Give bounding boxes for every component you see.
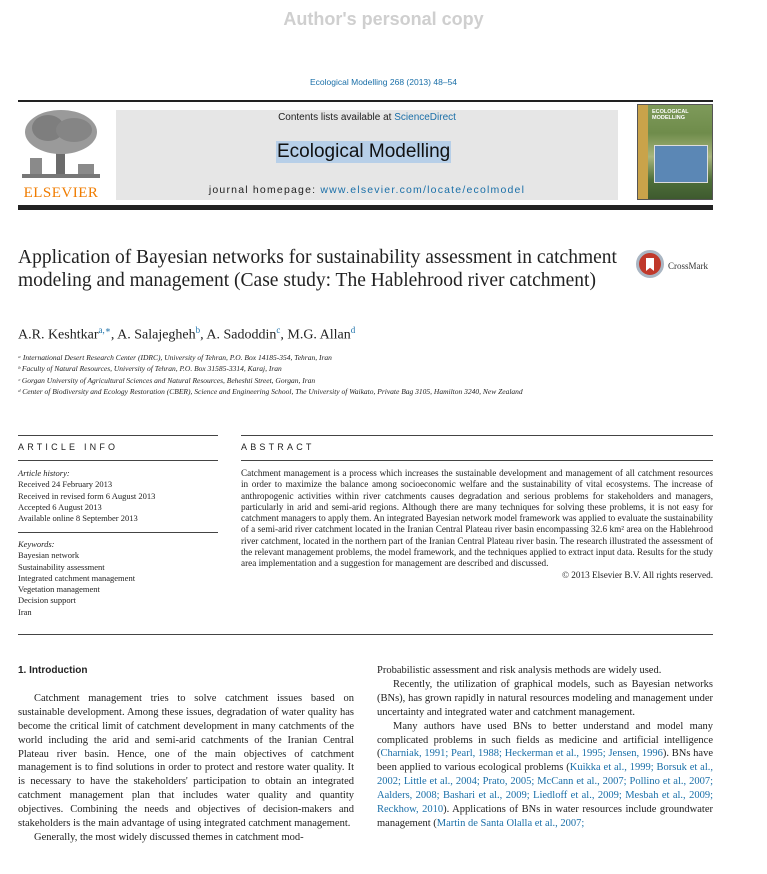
journal-citation[interactable]: Ecological Modelling 268 (2013) 48–54 — [310, 77, 457, 87]
article-info-heading: ARTICLE INFO — [18, 442, 119, 452]
article-info-top-rule — [18, 435, 218, 436]
keywords-label: Keywords: — [18, 539, 55, 549]
cover-title: ECOLOGICAL MODELLING — [652, 109, 689, 121]
journal-homepage — [116, 184, 618, 196]
affiliation-item: ᵃ International Desert Research Center (IDRC), University of Tehran, P.O. Box 14185-354, Tehran, Iran — [18, 353, 332, 362]
author-name[interactable]: A. Sadoddin — [206, 327, 277, 343]
author-affil-mark[interactable]: d — [350, 325, 356, 335]
keywords — [18, 539, 218, 618]
contents-prefix: Contents lists available at — [278, 112, 395, 123]
homepage-prefix: journal homepage: — [208, 184, 321, 196]
history-item: Available online 8 September 2013 — [18, 513, 138, 524]
author-affil-mark[interactable]: b — [195, 325, 201, 335]
affiliation-item: ᶜ Gorgan University of Agricultural Sciences and Natural Resources, Beheshti Street, Gorgan, Iran — [18, 375, 316, 385]
header-bottom-rule — [18, 205, 713, 210]
front-matter-bottom-rule — [18, 634, 713, 635]
history-keywords-rule — [18, 532, 218, 533]
keyword-item: Decision support — [18, 595, 76, 606]
article-info-mid-rule — [18, 460, 218, 461]
citation-link[interactable]: Martin de Santa Olalla et al., 2007; — [436, 817, 585, 829]
body-paragraph: Probabilistic assessment and risk analysis methods are widely used. — [377, 665, 662, 676]
section-heading-introduction: 1. Introduction — [18, 665, 88, 676]
abstract-heading: ABSTRACT — [241, 442, 315, 452]
abstract-body — [241, 468, 713, 581]
author-affil-mark[interactable]: c — [276, 325, 281, 335]
body-paragraph: Generally, the most widely discussed themes in catchment mod- — [34, 831, 304, 843]
elsevier-logo — [18, 108, 104, 202]
abstract-top-rule — [241, 435, 713, 436]
copyright-line: © 2013 Elsevier B.V. All rights reserved. — [562, 569, 713, 580]
journal-cover-image — [637, 104, 713, 200]
affiliation-item: ᵈ Center of Biodiversity and Ecology Restoration (CBER), Science and Engineering School, The University of Waikato, Private Bag 3105, Hamilton 3240, New Zealand — [18, 386, 523, 396]
crossmark-badge[interactable] — [636, 250, 726, 280]
citation-link[interactable]: Kuikka et al., 1999; Borsuk et al., 2002; Little et al., 2004; Prato, 2005; McCann et al., 2007; Pollino et al., 2007; Aalders, 2008; Bashari et al., 2009; Liedloff et al., 2009; Mesbah et al., 2009; Reckhow, 2010 — [377, 762, 713, 816]
journal-title: Ecological Modelling — [277, 141, 451, 162]
cover-photo — [654, 145, 708, 183]
keyword-item: Sustainability assessment — [18, 561, 105, 572]
article-history — [18, 468, 218, 524]
keyword-item: Vegetation management — [18, 584, 100, 595]
author-list: A.R. Keshtkar$^{a,∗}$, A. Salajegheh$^b$, A. Sadoddin$^c$, M.G. Allan$^d$ — [18, 325, 356, 343]
keyword-item: Iran — [18, 606, 32, 617]
history-item: Received 24 February 2013 — [18, 479, 113, 490]
journal-header-box — [116, 110, 618, 200]
body-column-right — [377, 664, 713, 831]
citation-link[interactable]: Charniak, 1991; Pearl, 1988; Heckerman et al., 1995; Jensen, 1996 — [380, 748, 663, 760]
homepage-link[interactable]: www.elsevier.com/locate/ecolmodel — [320, 184, 526, 196]
article-title: Application of Bayesian networks for sustainability assessment in catchment modeling and management (Case study: The Hablehrood river catchment) — [18, 247, 617, 291]
author-name[interactable]: M.G. Allan — [287, 327, 351, 343]
sciencedirect-link[interactable]: ScienceDirect — [394, 112, 456, 123]
body-paragraph: Recently, the utilization of graphical models, such as Bayesian networks (BNs), has grown rapidly in natural resources modeling and management under uncertainty and integrated water and catchment management. — [377, 678, 713, 718]
elsevier-wordmark: ELSEVIER — [23, 185, 99, 201]
affiliation-item: ᵇ Faculty of Natural Resources, University of Tehran, P.O. Box 31585-3314, Karaj, Iran — [18, 364, 282, 374]
keyword-item: Bayesian network — [18, 550, 80, 561]
tree-icon — [22, 108, 100, 180]
text-run: Many authors have used BNs to better understand and model many complicated problems in such fields as medicine and artificial intelligence ( — [377, 720, 713, 760]
body-paragraph — [377, 720, 713, 831]
history-item: Accepted 6 August 2013 — [18, 501, 102, 512]
author-name[interactable]: A. Salajegheh — [117, 327, 196, 343]
abstract-paragraph: Catchment management is a process which increases the sustainable development and management of all catchment resources in order to maximize the balance among socioeconomic welfare and the sustainability of vital ecosystems. The increase of anthropogenic activities within river catchments causes degradation and serious problems for stakeholders and managers, particularly in arid and semi-arid regions. Although there are many techniques for solving these problems, it is not easy for catchment managers to apply them. An integrated Bayesian network model framework was applied to evaluate the sustainability of a semi-arid river catchment located in the Iranian Central Plateau river basin encompassing 32.6 km² area on the Hablehrood river catchment, located in the northern part of the Iranian Central Plateau river basin. The research illustrated the assessment of the relevant management problems, the model framework, and the techniques applied to extract input data. Results for the study area implementation and a suggestion for management are described and discussed. — [241, 468, 713, 569]
contents-line — [116, 112, 618, 123]
text-run: ). Applications of BNs in water resources include groundwater management ( — [377, 804, 713, 829]
text-run: ). BNs have been applied to various ecological problems ( — [377, 748, 713, 774]
crossmark-label: CrossMark — [668, 261, 708, 271]
header-top-rule — [18, 100, 713, 102]
watermark: Author's personal copy — [283, 9, 484, 29]
crossmark-icon — [636, 250, 664, 278]
keyword-item: Integrated catchment management — [18, 572, 136, 583]
cover-strip — [638, 105, 648, 199]
abstract-mid-rule — [241, 460, 713, 461]
history-item: Received in revised form 6 August 2013 — [18, 490, 156, 501]
body-paragraph: Catchment management tries to solve catchment issues based on sustainable development. Among these issues, degradation of water quality has become the critical limit of catchment development in many catchments of the world including the arid and semi-arid catchments of the Iranian Central Plateau river basin. Hence, one of the main objectives of catchment management is to find solutions in order to protect and restore water quality. It is necessary to have the stakeholders' participation to obtain an integrated catchment management plan that includes water quality and quantity objectives. Combining the needs and objectives of decision-makers and stakeholders is the main advantage of using integrated catchment management. — [18, 692, 354, 830]
affiliations — [18, 352, 628, 397]
body-column-left — [18, 664, 354, 845]
author-name[interactable]: A.R. Keshtkar — [18, 327, 99, 343]
author-affil-mark[interactable]: a,∗ — [98, 325, 111, 335]
history-label: Article history: — [18, 468, 70, 478]
